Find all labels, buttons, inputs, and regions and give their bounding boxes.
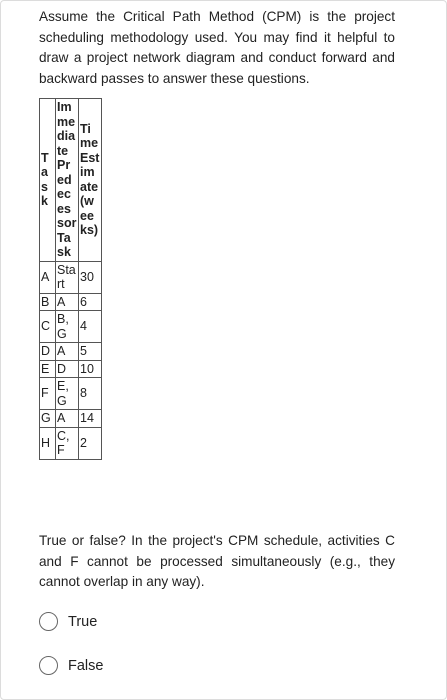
predecessor-cell: A xyxy=(56,343,79,361)
predecessor-cell: A xyxy=(56,410,79,428)
table-row xyxy=(40,311,102,343)
table-row xyxy=(40,427,102,459)
table-row xyxy=(40,410,102,428)
header-time-estimate: Time Estimate (weeks) xyxy=(79,99,102,262)
task-cell: B xyxy=(40,293,56,311)
question-text: True or false? In the project's CPM schedule, activities C and F cannot be processed simultaneously (e.g., they cannot overlap in any way). xyxy=(39,533,395,589)
time-cell: 10 xyxy=(79,360,102,378)
table-row xyxy=(40,360,102,378)
header-task: Task xyxy=(40,99,56,262)
intro-text: Assume the Critical Path Method (CPM) is the project scheduling methodology used. You may find it helpful to draw a project network diagram and conduct forward and backward passes to answer these questions. xyxy=(39,9,395,86)
time-cell: 6 xyxy=(79,293,102,311)
time-cell: 4 xyxy=(79,311,102,343)
task-cell: E xyxy=(40,360,56,378)
table-row xyxy=(40,343,102,361)
table-row xyxy=(40,293,102,311)
time-cell: 14 xyxy=(79,410,102,428)
time-cell: 2 xyxy=(79,427,102,459)
table-row xyxy=(40,261,102,293)
time-cell: 30 xyxy=(79,261,102,293)
task-table xyxy=(39,98,102,460)
radio-button-true[interactable] xyxy=(39,612,58,631)
predecessor-cell: Start xyxy=(56,261,79,293)
table-row xyxy=(40,378,102,410)
task-cell: D xyxy=(40,343,56,361)
task-cell: H xyxy=(40,427,56,459)
time-cell: 5 xyxy=(79,343,102,361)
radio-button-false[interactable] xyxy=(39,656,58,675)
option-false-label: False xyxy=(68,657,104,674)
table-header-row xyxy=(40,99,102,262)
predecessor-cell: D xyxy=(56,360,79,378)
predecessor-cell: A xyxy=(56,293,79,311)
task-cell: F xyxy=(40,378,56,410)
predecessor-cell: E, G xyxy=(56,378,79,410)
option-true-label: True xyxy=(68,613,98,630)
option-true[interactable] xyxy=(39,612,97,631)
option-false[interactable] xyxy=(39,656,103,675)
predecessor-cell: C, F xyxy=(56,427,79,459)
task-cell: G xyxy=(40,410,56,428)
header-predecessor: Immediate Predecessor Task xyxy=(56,99,79,262)
task-cell: A xyxy=(40,261,56,293)
time-cell: 8 xyxy=(79,378,102,410)
task-cell: C xyxy=(40,311,56,343)
predecessor-cell: B, G xyxy=(56,311,79,343)
